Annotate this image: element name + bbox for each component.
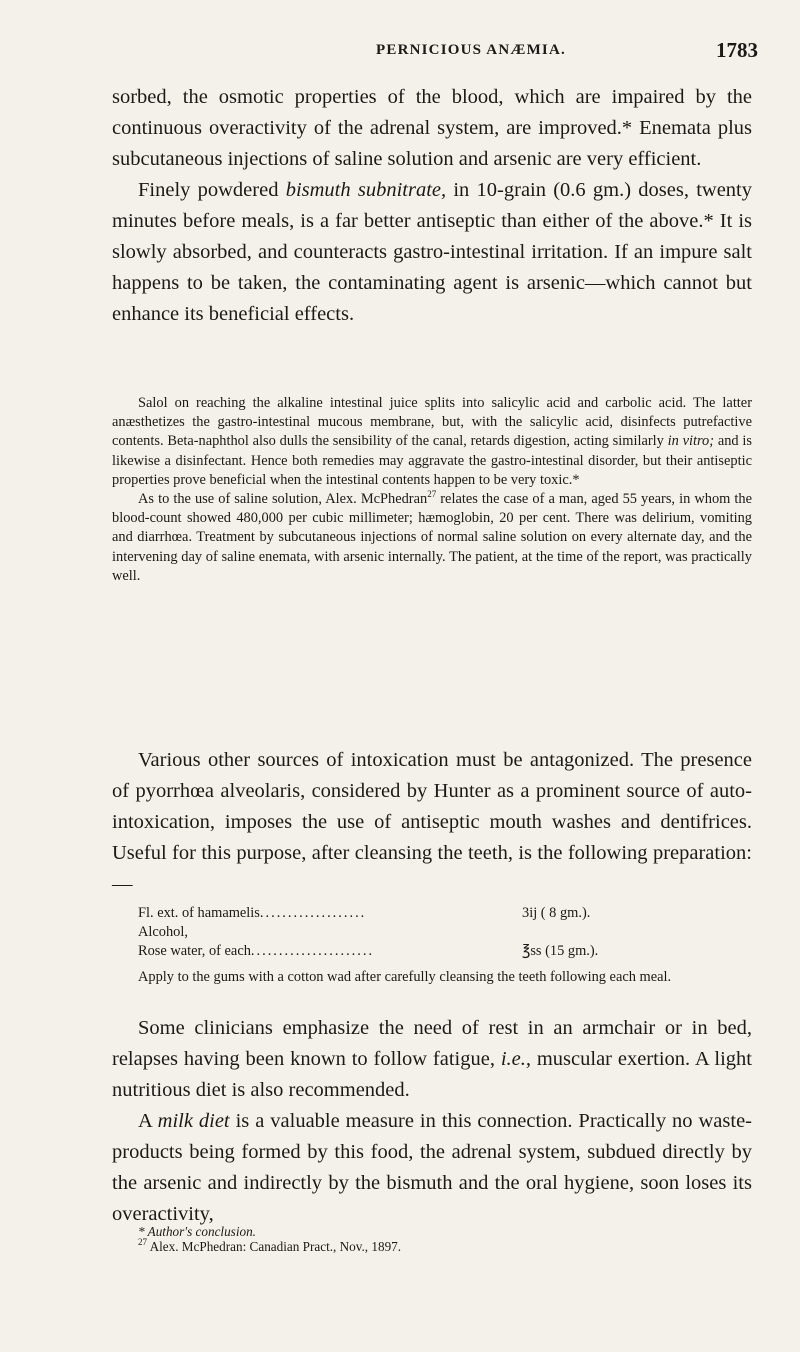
small-block-2 [112,968,752,987]
note-saline [112,490,752,586]
note-saline-ref: 27 [427,489,437,500]
recipe-amount: 3ij ( 8 gm.). [522,905,591,921]
footnote-27-text: Alex. McPhedran: Canadian Pract., Nov., 1897. [147,1239,402,1254]
page-number: 1783 [716,38,758,62]
paragraph-3: Various other sources of intoxication must be antagonized. The presence of pyorrhœa alveolaris, considered by Hunter as a prominent source of auto-intoxication, imposes the use of antiseptic mouth washes and dentifrices. Useful for this purpose, after cleansing the teeth, is the following preparation:— [112,749,752,895]
recipe-ingredient: Rose water, of each [138,943,251,959]
paragraph-4 [112,1013,752,1106]
recipe-leader: ...................... [250,943,375,959]
paragraph-5 [112,1106,752,1230]
paragraph-4-emphasis: i.e., [500,1048,531,1070]
note-salol-lead: Salol on reaching the alkaline intestinal juice splits into salicylic acid and carbolic acid. The latter anæsthetizes the gastro-intestinal mucous membrane, but, with the salicylic acid, disinfects putrefactive contents. Beta-naphthol also dulls the sensibility of the canal, retards digestion, acting similarly [112,395,752,450]
footnote-27-ref: 27 [138,1237,147,1247]
recipe-ingredient: Alcohol, [138,924,188,940]
note-saline-rest: relates the case of a man, aged 55 years, in whom the blood-count showed 480,000 per cubic millimeter; hæmoglobin, 20 per cent. There was delirium, vomiting and diarrhœa. Treatment by subcutaneous injections of normal saline solution on every alternate day, and the intervening day of saline enemata, with arsenic internally. The patient, at the time of the report, was practically well. [112,491,752,584]
recipe-ingredient: Fl. ext. of hamamelis [138,905,260,921]
recipe [138,904,648,961]
note-salol-rest: and is likewise a disinfectant. Hence both remedies may aggravate the gastro-intestinal disorder, but their antiseptic properties prove beneficial when the intestinal contents happen to be very toxic.* [112,433,752,488]
recipe-line-3 [138,942,648,961]
small-block-1 [112,394,752,586]
footnote-27 [138,1239,778,1254]
footnote-author: * Author's conclusion. [138,1224,256,1239]
note-salol-emphasis: in vitro; [667,433,715,450]
paragraph-4-lead: Some clinicians emphasize the need of rest in an armchair or in bed, relapses having been known to follow fatigue, [112,1017,752,1070]
recipe-leader: ................... [259,905,367,921]
note-saline-lead: As to the use of saline solution, Alex. McPhedran [138,491,428,508]
paragraph-2-rest: in 10-grain (0.6 gm.) doses, twenty minutes before meals, is a far better antiseptic than either of the above.* It is slowly absorbed, and counteracts gastro-intestinal irritation. If an impure salt happens to be taken, the contaminating agent is arsenic—which cannot but enhance its beneficial effects. [112,179,752,325]
paragraph-2-emphasis: bismuth subnitrate, [285,179,447,201]
paragraph-5-rest: is a valuable measure in this connection. Practically no waste-products being formed by this food, the adrenal system, subdued directly by the arsenic and indirectly by the bismuth and the oral hygiene, soon loses its overactivity, [112,1110,752,1225]
body-block-2 [112,745,752,900]
paragraph-1: sorbed, the osmotic properties of the blood, which are impaired by the continuous overactivity of the adrenal system, are improved.* Enemata plus subcutaneous injections of saline solution and arsenic are very efficient. [112,86,752,170]
paragraph-4-rest: muscular exertion. A light nutritious diet is also recommended. [112,1048,752,1101]
recipe-line-1 [138,904,648,923]
paragraph-5-emphasis: milk diet [157,1110,230,1132]
apply-instructions: Apply to the gums with a cotton wad after carefully cleansing the teeth following each meal. [138,969,672,985]
paragraph-5-lead: A [138,1110,158,1132]
running-head [0,38,800,66]
running-title: PERNICIOUS ANÆMIA. [376,42,566,58]
body-block-1 [112,82,752,330]
body-block-3 [112,1013,752,1230]
paragraph-2 [112,175,752,330]
recipe-line-2 [138,923,648,942]
footnotes [138,1224,778,1254]
paragraph-2-lead: Finely powdered [138,179,286,201]
recipe-amount: ℥ss (15 gm.). [522,943,599,959]
note-salol [112,394,752,490]
